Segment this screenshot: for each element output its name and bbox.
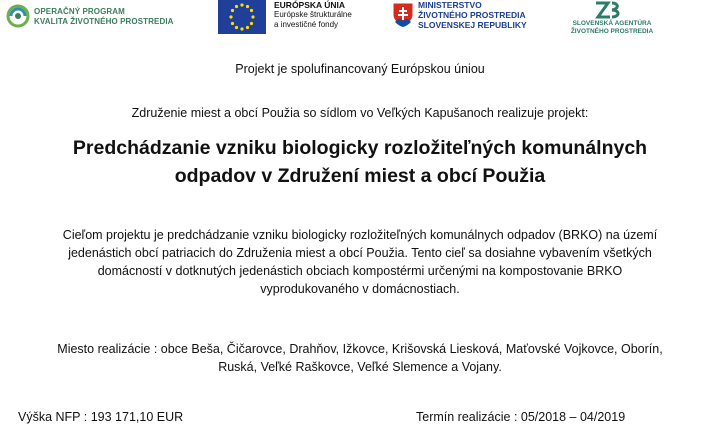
aim-line: domácností v dotknutých jedenástich obciach kompostérmi určenými na kompostovanie BRKO (97, 264, 623, 278)
op-swirl-icon (6, 4, 30, 28)
project-title-line: odpadov v Združení miest a obcí Použia (174, 165, 546, 187)
ministry-logo (392, 0, 542, 40)
aim-line: jedenástich obcí patriacich do Združenia miest a obcí Použia. Tento cieľ sa dosiahne vybavením všetkých (68, 246, 652, 260)
grant-amount: Výška NFP : 193 171,10 EUR (18, 410, 184, 424)
location-line: Ruská, Veľké Raškovce, Veľké Slemence a Vojany. (218, 360, 502, 374)
project-location (0, 340, 720, 376)
aim-line: Cieľom projektu je predchádzanie vzniku biologicky rozložiteľných komunálnych odpadov (BRKO) na území (62, 228, 658, 242)
sazp-logo (556, 0, 666, 44)
eu-flag (218, 0, 266, 34)
eu-stars-icon (218, 0, 266, 34)
op-logo-text: OPERAČNÝ PROGRAM KVALITA ŽIVOTNÉHO PROSTREDIA (34, 7, 174, 26)
sazp-emblem-icon (593, 0, 623, 20)
logo-bar (0, 0, 720, 48)
implementation-term: Termín realizácie : 05/2018 – 04/2019 (416, 410, 626, 424)
project-aim (0, 226, 720, 298)
op-kzp-logo (6, 4, 206, 40)
aim-line: vyprodukovaného v domácnostiach. (260, 282, 460, 296)
sazp-logo-text: SLOVENSKÁ AGENTÚRA ŽIVOTNÉHO PROSTREDIA (570, 20, 654, 35)
location-line: Miesto realizácie : obce Beša, Čičarovce, Drahňov, Ižkovce, Krišovská Liesková, Maťovské Vojkovce, Oborín, (57, 342, 663, 356)
cofinance-note: Projekt je spolufinancovaný Európskou úniou (235, 62, 485, 76)
eu-logo (216, 0, 376, 40)
ministry-logo-text: MINISTERSTVO ŽIVOTNÉHO PROSTREDIA SLOVENSKEJ REPUBLIKY (418, 0, 527, 30)
eu-logo-text: EURÓPSKA ÚNIA Európske štrukturálne a investičné fondy (274, 0, 352, 29)
intro-line: Združenie miest a obcí Použia so sídlom vo Veľkých Kapušanoch realizuje projekt: (131, 106, 589, 120)
slovak-coat-of-arms-icon (392, 2, 414, 28)
project-title-line: Predchádzanie vzniku biologicky rozložiteľných komunálnych (72, 137, 648, 159)
project-title (0, 134, 720, 190)
